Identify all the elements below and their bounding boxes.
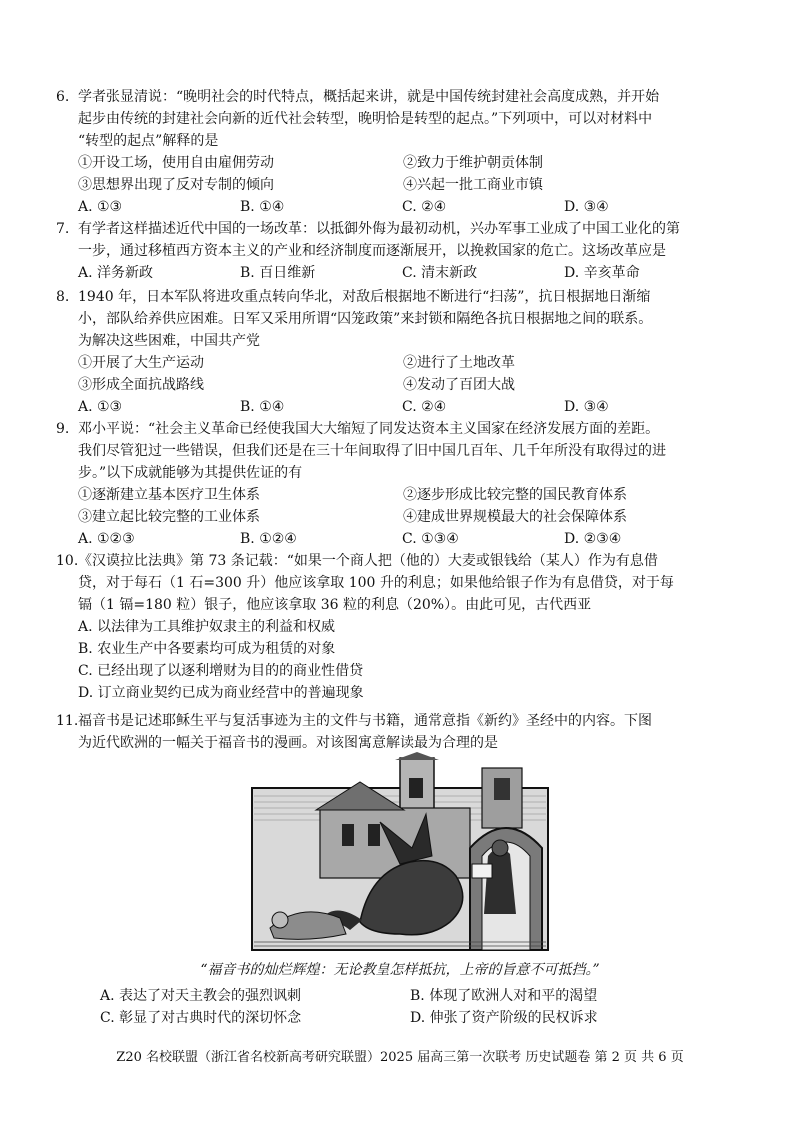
option-b[interactable]: B. ①②④ [240,531,297,547]
question-11-options [100,985,720,1029]
stem-line: 一步，通过移植西方资本主义的产业和经济制度而逐渐展开，以挽救国家的危亡。这场改革应是 [78,243,666,259]
item: ①逐渐建立基本医疗卫生体系 [78,487,260,503]
option-a[interactable]: A. ①②③ [78,531,135,547]
options-row [78,528,728,550]
items-row [78,352,728,374]
option-a[interactable]: A. 表达了对天主教会的强烈讽刺 [100,988,302,1004]
page-footer: Z20 名校联盟（浙江省名校新高考研究联盟）2025 届高三第一次联考 历史试题卷 第 2 页 共 6 页 [116,1050,684,1065]
items-row [78,174,728,196]
items-row [78,374,728,396]
item: ④兴起一批工商业市镇 [403,177,543,193]
option-d[interactable]: D. 订立商业契约已成为商业经营中的普遍现象 [78,685,364,701]
option-a[interactable]: A. 以法律为工具维护奴隶主的利益和权威 [78,619,336,635]
stem-line: 1940 年，日本军队将进攻重点转向华北，对敌后根据地不断进行“扫荡”，抗日根据地日渐缩 [78,289,651,305]
question-7 [56,218,728,284]
question-number: 8. [56,289,70,305]
options-row [100,985,720,1007]
stem-line: 为近代欧洲的一幅关于福音书的漫画。对该图寓意解读最为合理的是 [78,735,498,751]
items-row [78,506,728,528]
stem-line: 小，部队给养供应困难。日军又采用所谓“囚笼政策”来封锁和隔绝各抗日根据地之间的联系。 [78,311,653,327]
stem-line: 学者张显清说：“晚明社会的时代特点，概括起来讲，就是中国传统封建社会高度成熟，并开始 [78,89,660,105]
items-row [78,484,728,506]
stem-line: 邓小平说：“社会主义革命已经使我国大大缩短了同发达资本主义国家在经济发展方面的差距。 [78,421,660,437]
option-d[interactable]: D. 辛亥革命 [564,265,640,281]
stem-line: 起步由传统的封建社会向新的近代社会转型，晚明恰是转型的起点。”下列项中，可以对材料中 [78,111,653,127]
option-b[interactable]: B. 百日维新 [240,265,316,281]
option-d[interactable]: D. ②③④ [564,531,622,547]
option-c[interactable]: C. 清末新政 [402,265,478,281]
stem-line: 《汉谟拉比法典》第 73 条记载：“如果一个商人把（他的）大麦或银钱给（某人）作为有息借 [78,553,658,569]
item: ②进行了土地改革 [403,355,515,371]
item: ④建成世界规模最大的社会保障体系 [403,509,627,525]
option-c[interactable]: C. ②④ [402,399,447,415]
option-c[interactable]: C. ①③④ [402,531,459,547]
question-number: 7. [56,221,70,237]
option-b[interactable]: B. ①④ [240,399,285,415]
options-row [78,196,728,218]
item: ④发动了百团大战 [403,377,515,393]
question-number: 6. [56,89,70,105]
question-11 [56,710,728,754]
item: ①开展了大生产运动 [78,355,204,371]
item: ③思想界出现了反对专制的倾向 [78,177,274,193]
stem-line: “转型的起点”解释的是 [78,133,219,149]
item: ③形成全面抗战路线 [78,377,204,393]
option-c[interactable]: C. 彰显了对古典时代的深切怀念 [100,1010,302,1026]
item: ③建立起比较完整的工业体系 [78,509,260,525]
items-row [78,152,728,174]
stem-line: 为解决这些困难，中国共产党 [78,333,260,349]
image-caption: “福音书的灿烂辉煌：无论教皇怎样抵抗，上帝的旨意不可抵挡。” [200,962,600,978]
option-c[interactable]: C. 已经出现了以逐利增财为目的的商业性借贷 [78,663,364,679]
options-row [78,396,728,418]
gospel-cartoon-image [250,752,550,952]
question-10 [56,550,728,704]
question-9 [56,418,728,550]
stem-line: 镉（1 镉=180 粒）银子，他应该拿取 36 粒的利息（20%）。由此可见，古代西亚 [78,597,592,613]
option-b[interactable]: B. 体现了欧洲人对和平的渴望 [410,988,598,1004]
option-c[interactable]: C. ②④ [402,199,447,215]
question-6 [56,86,728,218]
item: ②逐步形成比较完整的国民教育体系 [403,487,627,503]
option-b[interactable]: B. 农业生产中各要素均可成为租赁的对象 [78,641,336,657]
stem-line: 步。”以下成就能够为其提供佐证的有 [78,465,303,481]
stem-line: 福音书是记述耶稣生平与复活事迹为主的文件与书籍，通常意指《新约》圣经中的内容。下图 [78,713,652,729]
option-a[interactable]: A. ①③ [78,199,123,215]
item: ①开设工场，使用自由雇佣劳动 [78,155,274,171]
options-row [78,262,728,284]
question-number: 10. [56,553,79,569]
stem-line: 贷，对于每石（1 石=300 升）他应该拿取 100 升的利息；如果他给银子作为有息借贷，对于每 [78,575,674,591]
option-b[interactable]: B. ①④ [240,199,285,215]
stem-line: 我们尽管犯过一些错误，但我们还是在三十年间取得了旧中国几百年、几千年所没有取得过的进 [78,443,666,459]
options-row [100,1007,720,1029]
option-a[interactable]: A. ①③ [78,399,123,415]
option-d[interactable]: D. 伸张了资产阶级的民权诉求 [410,1010,598,1026]
question-8 [56,286,728,418]
option-d[interactable]: D. ③④ [564,399,609,415]
question-number: 9. [56,421,70,437]
option-a[interactable]: A. 洋务新政 [78,265,154,281]
question-number: 11. [56,713,79,729]
item: ②致力于维护朝贡体制 [403,155,543,171]
stem-line: 有学者这样描述近代中国的一场改革：以抵御外侮为最初动机，兴办军事工业成了中国工业化的第 [78,221,680,237]
option-d[interactable]: D. ③④ [564,199,609,215]
